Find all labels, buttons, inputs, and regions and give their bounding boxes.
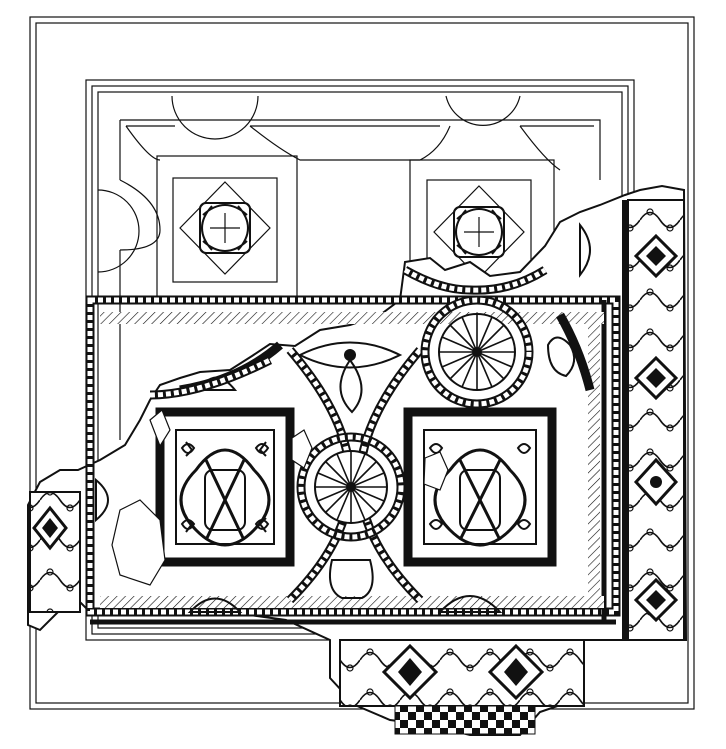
left-knot-square [160, 412, 290, 562]
left-border-strip [30, 492, 80, 612]
rosette-upper [425, 300, 529, 404]
rosette-center [301, 437, 401, 537]
bottom-border-strip [340, 640, 584, 734]
knot-diamond-left [180, 182, 270, 274]
right-knot-square [408, 412, 552, 562]
knot-diamond-right [434, 186, 524, 278]
right-border-strip [622, 200, 684, 640]
mosaic-fragment [28, 186, 686, 735]
